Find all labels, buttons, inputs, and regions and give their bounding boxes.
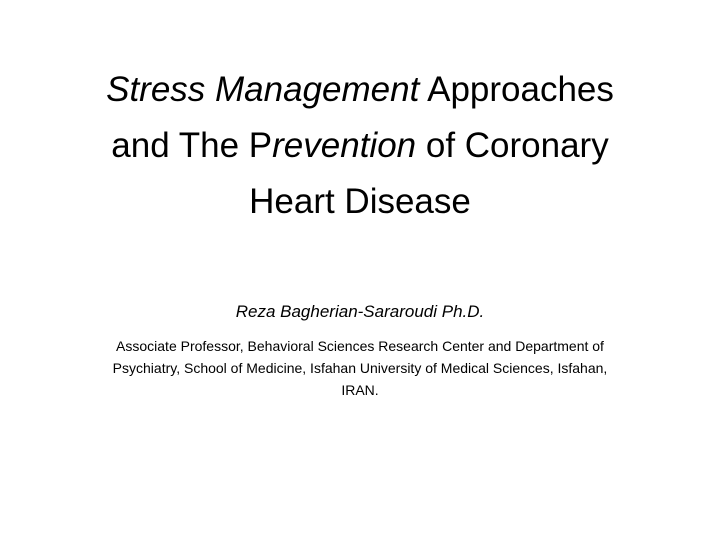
title-emphasis-stress-management: Stress Management <box>106 70 420 109</box>
title-line-1 <box>40 62 680 118</box>
title-text-and-the-p: and The P <box>111 126 273 165</box>
author-name: Reza Bagherian-Sararoudi Ph.D. <box>235 302 485 321</box>
title-emphasis-prevention: revention <box>272 126 417 165</box>
author-affiliation <box>60 335 660 401</box>
title-line-2 <box>40 118 680 174</box>
slide-title <box>40 62 680 230</box>
title-text-approaches: Approaches <box>419 70 614 109</box>
title-line-3: Heart Disease <box>249 182 471 221</box>
title-text-of-coronary: of Coronary <box>416 126 609 165</box>
affiliation-line-3: IRAN. <box>341 382 379 398</box>
affiliation-line-2: Psychiatry, School of Medicine, Isfahan University of Medical Sciences, Isfahan, <box>112 360 608 376</box>
affiliation-line-1: Associate Professor, Behavioral Sciences Research Center and Department of <box>116 338 604 354</box>
